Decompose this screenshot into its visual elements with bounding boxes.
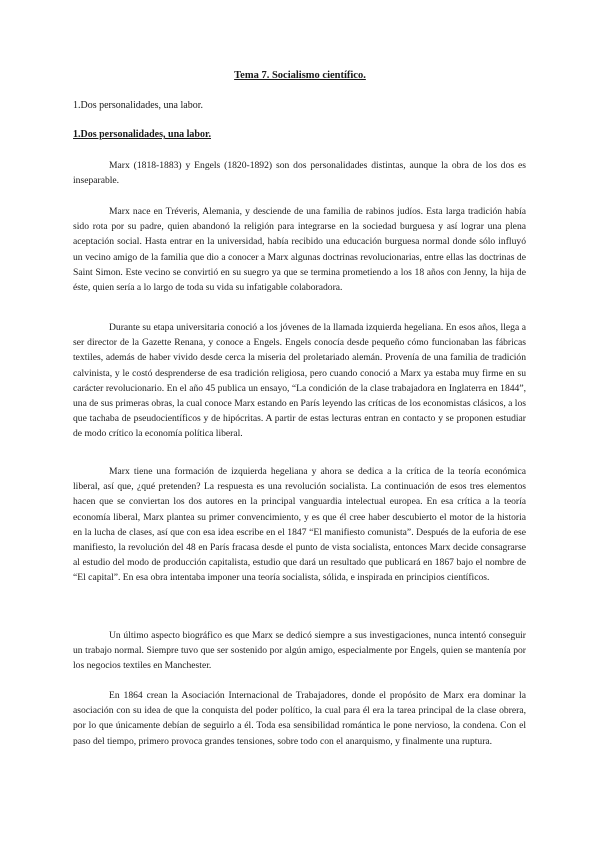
paragraph-2: Marx nace en Tréveris, Alemania, y desciende de una familia de rabinos judíos. Esta larga tradición había sido rota por su padre, quien abandonó la religión para integrarse en la sociedad burguesa y así lograr una plena aceptación social. Hasta entrar en la universidad, había recibido una educación burguesa normal donde sólo influyó un vecino amigo de la familia que dio a conocer a Marx algunas doctrinas revolucionarias, entre ellas las doctrinas de Saint Simon. Este vecino se convirtió en su suegro ya que se termina prometiendo a los 18 años con Jenny, la hija de éste, quien sería a lo largo de toda su vida su infatigable colaboradora. [73,206,526,294]
document-title: Tema 7. Socialismo científico. [234,70,366,81]
paragraph-1: Marx (1818-1883) y Engels (1820-1892) son dos personalidades distintas, aunque la obra de los dos es inseparable. [73,160,526,187]
paragraph-5: Un último aspecto biográfico es que Marx se dedicó siempre a sus investigaciones, nunca intentó conseguir un trabajo normal. Siempre tuvo que ser sostenido por algún amigo, especialmente por Engels, quien se mantenía por los negocios textiles en Manchester. [73,630,526,672]
paragraph-3: Durante su etapa universitaria conoció a los jóvenes de la llamada izquierda hegeliana. En esos años, llega a ser director de la Gazette Renana, y conoce a Engels. Engels conocía desde pequeño cómo funcionaban las fábricas textiles, además de haber vivido desde cerca la miseria del proletariado alemán. Provenía de una familia de tradición calvinista, y le costó desprenderse de esa tradición religiosa, pero cuando conoció a Marx ya estaba muy firme en su carácter revolucionario. En el año 45 publica un ensayo, “La condición de la clase trabajadora en Inglaterra en 1844”, una de sus primeras obras, la cual conoce Marx estando en París leyendo las críticas de los economistas clásicos, a los que tachaba de pseudocientíficos y de hipócritas. A partir de estas lecturas entran en contacto y se proponen estudiar de modo crítico la economía política liberal. [73,322,526,440]
paragraph-6: En 1864 crean la Asociación Internacional de Trabajadores, donde el propósito de Marx era dominar la asociación con su idea de que la conquista del poder político, la cual para él era la tarea principal de la clase obrera, por lo que únicamente debían de seguirlo a él. Toda esa sensibilidad romántica le pone nervioso, la condena. Con el paso del tiempo, primero provoca grandes tensiones, sobre todo con el anarquismo, y finalmente una ruptura. [73,690,526,747]
section-heading: 1.Dos personalidades, una labor. [73,129,211,140]
paragraph-4: Marx tiene una formación de izquierda hegeliana y ahora se dedica a la crítica de la teoría económica liberal, así que, ¿qué pretenden? La respuesta es una revolución socialista. La continuación de esos tres elementos hacen que se conviertan los dos autores en la principal vanguardia intelectual europea. En esa crítica a la teoría economía liberal, Marx plantea su primer convencimiento, y es que él cree haber descubierto el motor de la historia en la lucha de clases, así que con esa idea escribe en el 1847 “El manifiesto comunista”. Después de la euforia de ese manifiesto, la revolución del 48 en París fracasa desde el punto de vista socialista, entonces Marx decide consagrarse al estudio del modo de producción capitalista, estudio que dará un resultado que publicará en 1867 bajo el nombre de “El capital”. En esa obra intentaba imponer una teoría socialista, sólida, e inspirada en principios científicos. [73,466,526,584]
toc-item: 1.Dos personalidades, una labor. [73,100,203,111]
